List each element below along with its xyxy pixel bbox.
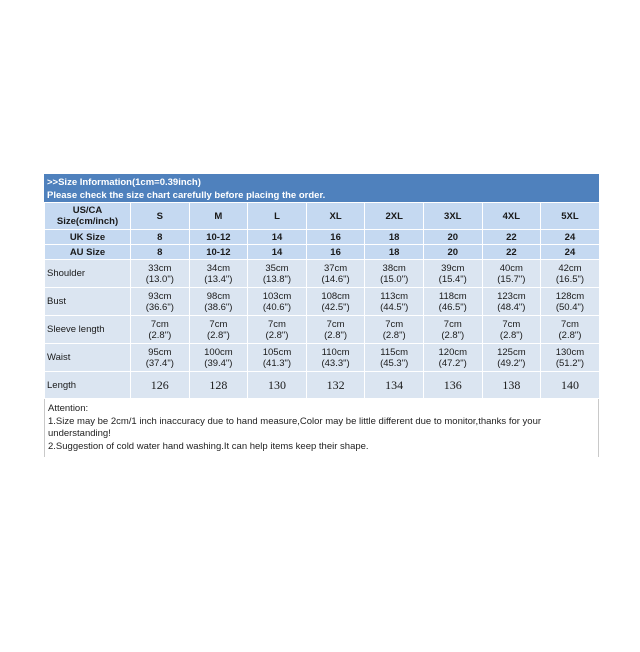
measurement-cm: 110cm	[321, 346, 350, 358]
size-cell: 24	[541, 230, 600, 245]
measurement-cm: 7cm	[502, 318, 521, 330]
size-cell: 16	[306, 245, 365, 260]
length-cell: 138	[482, 372, 541, 399]
size-cell: M	[189, 203, 248, 230]
size-system-label: UK Size	[45, 230, 131, 245]
size-cell: 8	[131, 230, 190, 245]
size-cell: 2XL	[365, 203, 424, 230]
measurement-cm: 113cm	[380, 290, 409, 302]
measurement-row	[45, 344, 600, 372]
length-cell: 136	[423, 372, 482, 399]
measurement-row	[45, 288, 600, 316]
measurement-cell	[482, 344, 541, 372]
measurement-cm: 42cm	[558, 262, 582, 274]
measurement-cm: 103cm	[262, 290, 292, 302]
size-header-row	[45, 245, 600, 260]
measurement-cell	[131, 260, 190, 288]
size-system-label: AU Size	[45, 245, 131, 260]
measurement-cell	[482, 288, 541, 316]
measurement-cm: 7cm	[268, 318, 286, 330]
size-cell: 14	[248, 245, 307, 260]
measurement-cm: 7cm	[443, 318, 462, 330]
measurement-inch: (16.5")	[555, 273, 585, 285]
measurement-inch: (2.8")	[382, 329, 406, 341]
measurement-inch: (2.8")	[148, 329, 172, 341]
size-cell: 8	[131, 245, 190, 260]
measurement-cm: 7cm	[560, 318, 579, 330]
measurement-cm: 125cm	[497, 346, 526, 358]
measurement-cell	[248, 316, 307, 344]
attention-notes	[44, 399, 599, 457]
size-cell: 18	[365, 245, 424, 260]
measurement-cm: 33cm	[148, 262, 172, 274]
measurement-cm: 128cm	[555, 290, 585, 302]
measurement-cell	[131, 288, 190, 316]
measurement-cell	[248, 260, 307, 288]
measurement-inch: (37.4")	[145, 357, 174, 369]
measurement-cm: 105cm	[262, 346, 292, 358]
measurement-inch: (15.7")	[497, 273, 526, 285]
size-cell: L	[248, 203, 307, 230]
length-cell: 132	[306, 372, 365, 399]
measurement-cell	[306, 344, 365, 372]
measurement-inch: (2.8")	[265, 329, 289, 341]
size-cell: 16	[306, 230, 365, 245]
attention-note-1: 1.Size may be 2cm/1 inch inaccuracy due to hand measure,Color may be little different due to monitor,thanks for your understanding!	[48, 415, 542, 439]
measurement-inch: (46.5")	[438, 301, 467, 313]
measurement-label: Waist	[45, 344, 131, 372]
size-cell: 3XL	[423, 203, 482, 230]
measurement-cell	[365, 316, 424, 344]
length-cell: 130	[248, 372, 307, 399]
measurement-cell	[306, 316, 365, 344]
measurement-inch: (15.4")	[438, 273, 467, 285]
measurement-cm: 34cm	[206, 262, 230, 274]
size-cell: 10-12	[189, 245, 248, 260]
measurement-cm: 118cm	[438, 290, 467, 302]
size-header-row	[45, 230, 600, 245]
measurement-cell	[306, 288, 365, 316]
measurement-inch: (41.3")	[262, 357, 292, 369]
measurement-cell	[482, 316, 541, 344]
measurement-cell	[423, 316, 482, 344]
measurement-cell	[541, 316, 600, 344]
measurement-cell	[131, 316, 190, 344]
measurement-inch: (2.8")	[499, 329, 523, 341]
size-cell: 10-12	[189, 230, 248, 245]
measurement-inch: (40.6")	[262, 301, 292, 313]
measurement-cell	[365, 288, 424, 316]
length-cell: 128	[189, 372, 248, 399]
measurement-cm: 7cm	[326, 318, 345, 330]
size-cell: 14	[248, 230, 307, 245]
measurement-cell	[189, 260, 248, 288]
size-info-instruction: Please check the size chart carefully before placing the order.	[47, 190, 326, 201]
size-cell: 20	[423, 230, 482, 245]
measurement-label: Shoulder	[45, 260, 131, 288]
measurement-cm: 38cm	[382, 262, 406, 274]
size-cell: XL	[306, 203, 365, 230]
measurement-cell	[189, 288, 248, 316]
measurement-cell	[248, 288, 307, 316]
size-chart	[44, 174, 599, 457]
measurement-inch: (39.4")	[204, 357, 233, 369]
measurement-inch: (2.8")	[558, 329, 582, 341]
measurement-inch: (2.8")	[441, 329, 465, 341]
measurement-cm: 100cm	[204, 346, 233, 358]
length-label: Length	[45, 372, 131, 399]
measurement-cell	[189, 316, 248, 344]
measurement-cm: 115cm	[380, 346, 409, 358]
measurement-cell	[423, 344, 482, 372]
size-info-header	[44, 174, 599, 202]
length-cell: 134	[365, 372, 424, 399]
size-table-body	[45, 203, 600, 399]
measurement-inch: (38.6")	[204, 301, 233, 313]
measurement-cm: 39cm	[441, 262, 465, 274]
size-cell: 5XL	[541, 203, 600, 230]
measurement-inch: (2.8")	[324, 329, 348, 341]
measurement-label: Sleeve length	[45, 316, 131, 344]
measurement-inch: (51.2")	[555, 357, 585, 369]
measurement-inch: (49.2")	[497, 357, 526, 369]
measurement-inch: (13.4")	[204, 273, 233, 285]
measurement-inch: (47.2")	[438, 357, 467, 369]
size-cell: 4XL	[482, 203, 541, 230]
measurement-cell	[365, 260, 424, 288]
measurement-inch: (15.0")	[380, 273, 409, 285]
attention-note-2: 2.Suggestion of cold water hand washing.It can help items keep their shape.	[48, 440, 369, 452]
size-cell: S	[131, 203, 190, 230]
size-cell: 22	[482, 245, 541, 260]
measurement-inch: (44.5")	[380, 301, 409, 313]
measurement-cell	[541, 288, 600, 316]
measurement-inch: (45.3")	[380, 357, 409, 369]
measurement-cell	[248, 344, 307, 372]
measurement-cell	[306, 260, 365, 288]
size-cell: 24	[541, 245, 600, 260]
size-cell: 20	[423, 245, 482, 260]
length-row	[45, 372, 600, 399]
size-cell: 18	[365, 230, 424, 245]
measurement-inch: (43.3")	[321, 357, 350, 369]
measurement-inch: (50.4")	[555, 301, 585, 313]
attention-title: Attention:	[48, 403, 89, 414]
measurement-inch: (48.4")	[497, 301, 526, 313]
measurement-cell	[365, 344, 424, 372]
measurement-cm: 7cm	[209, 318, 228, 330]
measurement-cell	[482, 260, 541, 288]
measurement-cm: 7cm	[150, 318, 169, 330]
measurement-cell	[423, 288, 482, 316]
measurement-cm: 123cm	[497, 290, 526, 302]
measurement-cell	[541, 344, 600, 372]
measurement-inch: (13.0")	[145, 273, 174, 285]
measurement-cm: 35cm	[265, 262, 289, 274]
measurement-cm: 130cm	[555, 346, 585, 358]
measurement-inch: (13.8")	[262, 273, 292, 285]
size-cell: 22	[482, 230, 541, 245]
measurement-inch: (2.8")	[206, 329, 230, 341]
measurement-cell	[189, 344, 248, 372]
measurement-cm: 98cm	[206, 290, 230, 302]
measurement-cm: 7cm	[385, 318, 404, 330]
measurement-inch: (42.5")	[321, 301, 350, 313]
measurement-cm: 108cm	[321, 290, 350, 302]
size-header-row	[45, 203, 600, 230]
measurement-row	[45, 316, 600, 344]
measurement-cm: 93cm	[148, 290, 172, 302]
length-cell: 126	[131, 372, 190, 399]
measurement-cell	[541, 260, 600, 288]
measurement-cm: 95cm	[148, 346, 172, 358]
length-cell: 140	[541, 372, 600, 399]
size-info-title: >>Size Information(1cm=0.39inch)	[47, 177, 201, 188]
measurement-cm: 120cm	[438, 346, 468, 358]
measurement-cm: 40cm	[499, 262, 523, 274]
measurement-cell	[423, 260, 482, 288]
measurement-row	[45, 260, 600, 288]
measurement-inch: (36.6")	[145, 301, 174, 313]
size-system-label: US/CA Size(cm/inch)	[45, 203, 131, 230]
measurement-cm: 37cm	[323, 262, 348, 274]
size-table	[44, 202, 600, 399]
measurement-label: Bust	[45, 288, 131, 316]
measurement-inch: (14.6")	[321, 273, 350, 285]
measurement-cell	[131, 344, 190, 372]
